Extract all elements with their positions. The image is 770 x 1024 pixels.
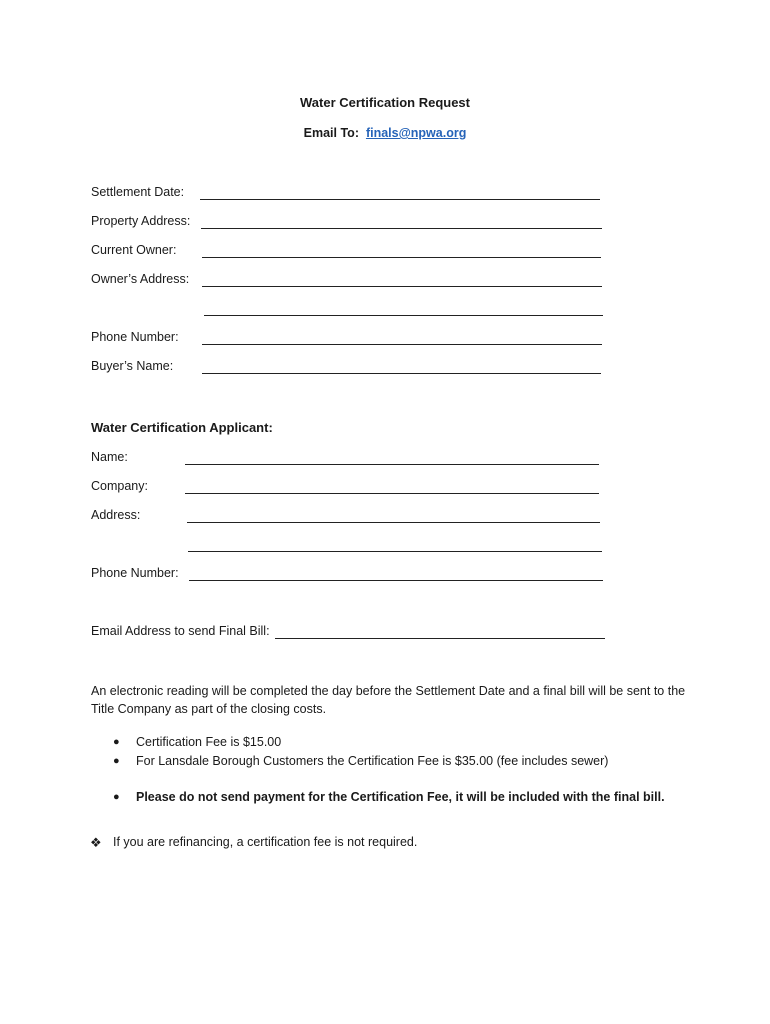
phone-number-field[interactable]	[202, 344, 602, 345]
applicant-name-label: Name:	[91, 450, 128, 464]
final-bill-email-label: Email Address to send Final Bill:	[91, 624, 270, 638]
property-address-label: Property Address:	[91, 214, 191, 228]
bullet-dot-icon: ●	[113, 736, 120, 748]
fee-bullet-1: Certification Fee is $15.00	[136, 735, 282, 749]
email-line	[0, 126, 770, 140]
phone-number-label: Phone Number:	[91, 330, 179, 344]
email-link[interactable]: finals@npwa.org	[365, 126, 467, 140]
owners-address-field-2[interactable]	[204, 315, 603, 316]
applicant-name-field[interactable]	[185, 464, 599, 465]
applicant-company-field[interactable]	[185, 493, 599, 494]
current-owner-label: Current Owner:	[91, 243, 177, 257]
applicant-phone-label: Phone Number:	[91, 566, 179, 580]
email-label: Email To:	[303, 126, 359, 140]
fee-bullet-2: For Lansdale Borough Customers the Certification Fee is $35.00 (fee includes sewer)	[136, 754, 609, 768]
applicant-address-field[interactable]	[187, 522, 600, 523]
applicant-heading: Water Certification Applicant:	[91, 420, 273, 435]
applicant-address-label: Address:	[91, 508, 141, 522]
applicant-address-field-2[interactable]	[188, 551, 602, 552]
refinancing-note: If you are refinancing, a certification fee is not required.	[113, 835, 418, 849]
settlement-date-label: Settlement Date:	[91, 185, 185, 199]
applicant-company-label: Company:	[91, 479, 148, 493]
buyers-name-label: Buyer’s Name:	[91, 359, 174, 373]
owners-address-field[interactable]	[202, 286, 602, 287]
current-owner-field[interactable]	[202, 257, 601, 258]
diamond-ornament-icon: ❖	[90, 835, 102, 850]
applicant-phone-field[interactable]	[189, 580, 603, 581]
owners-address-label: Owner’s Address:	[91, 272, 190, 286]
bullet-dot-icon: ●	[113, 755, 120, 767]
settlement-date-field[interactable]	[200, 199, 600, 200]
info-paragraph: An electronic reading will be completed the day before the Settlement Date and a final bill will be sent to the Title Company as part of the closing costs.	[91, 684, 686, 716]
final-bill-email-field[interactable]	[275, 638, 605, 639]
property-address-field[interactable]	[201, 228, 602, 229]
bullet-dot-icon: ●	[113, 791, 120, 803]
page-title: Water Certification Request	[300, 95, 470, 110]
payment-notice: Please do not send payment for the Certification Fee, it will be included with the final bill.	[136, 790, 665, 804]
buyers-name-field[interactable]	[202, 373, 601, 374]
